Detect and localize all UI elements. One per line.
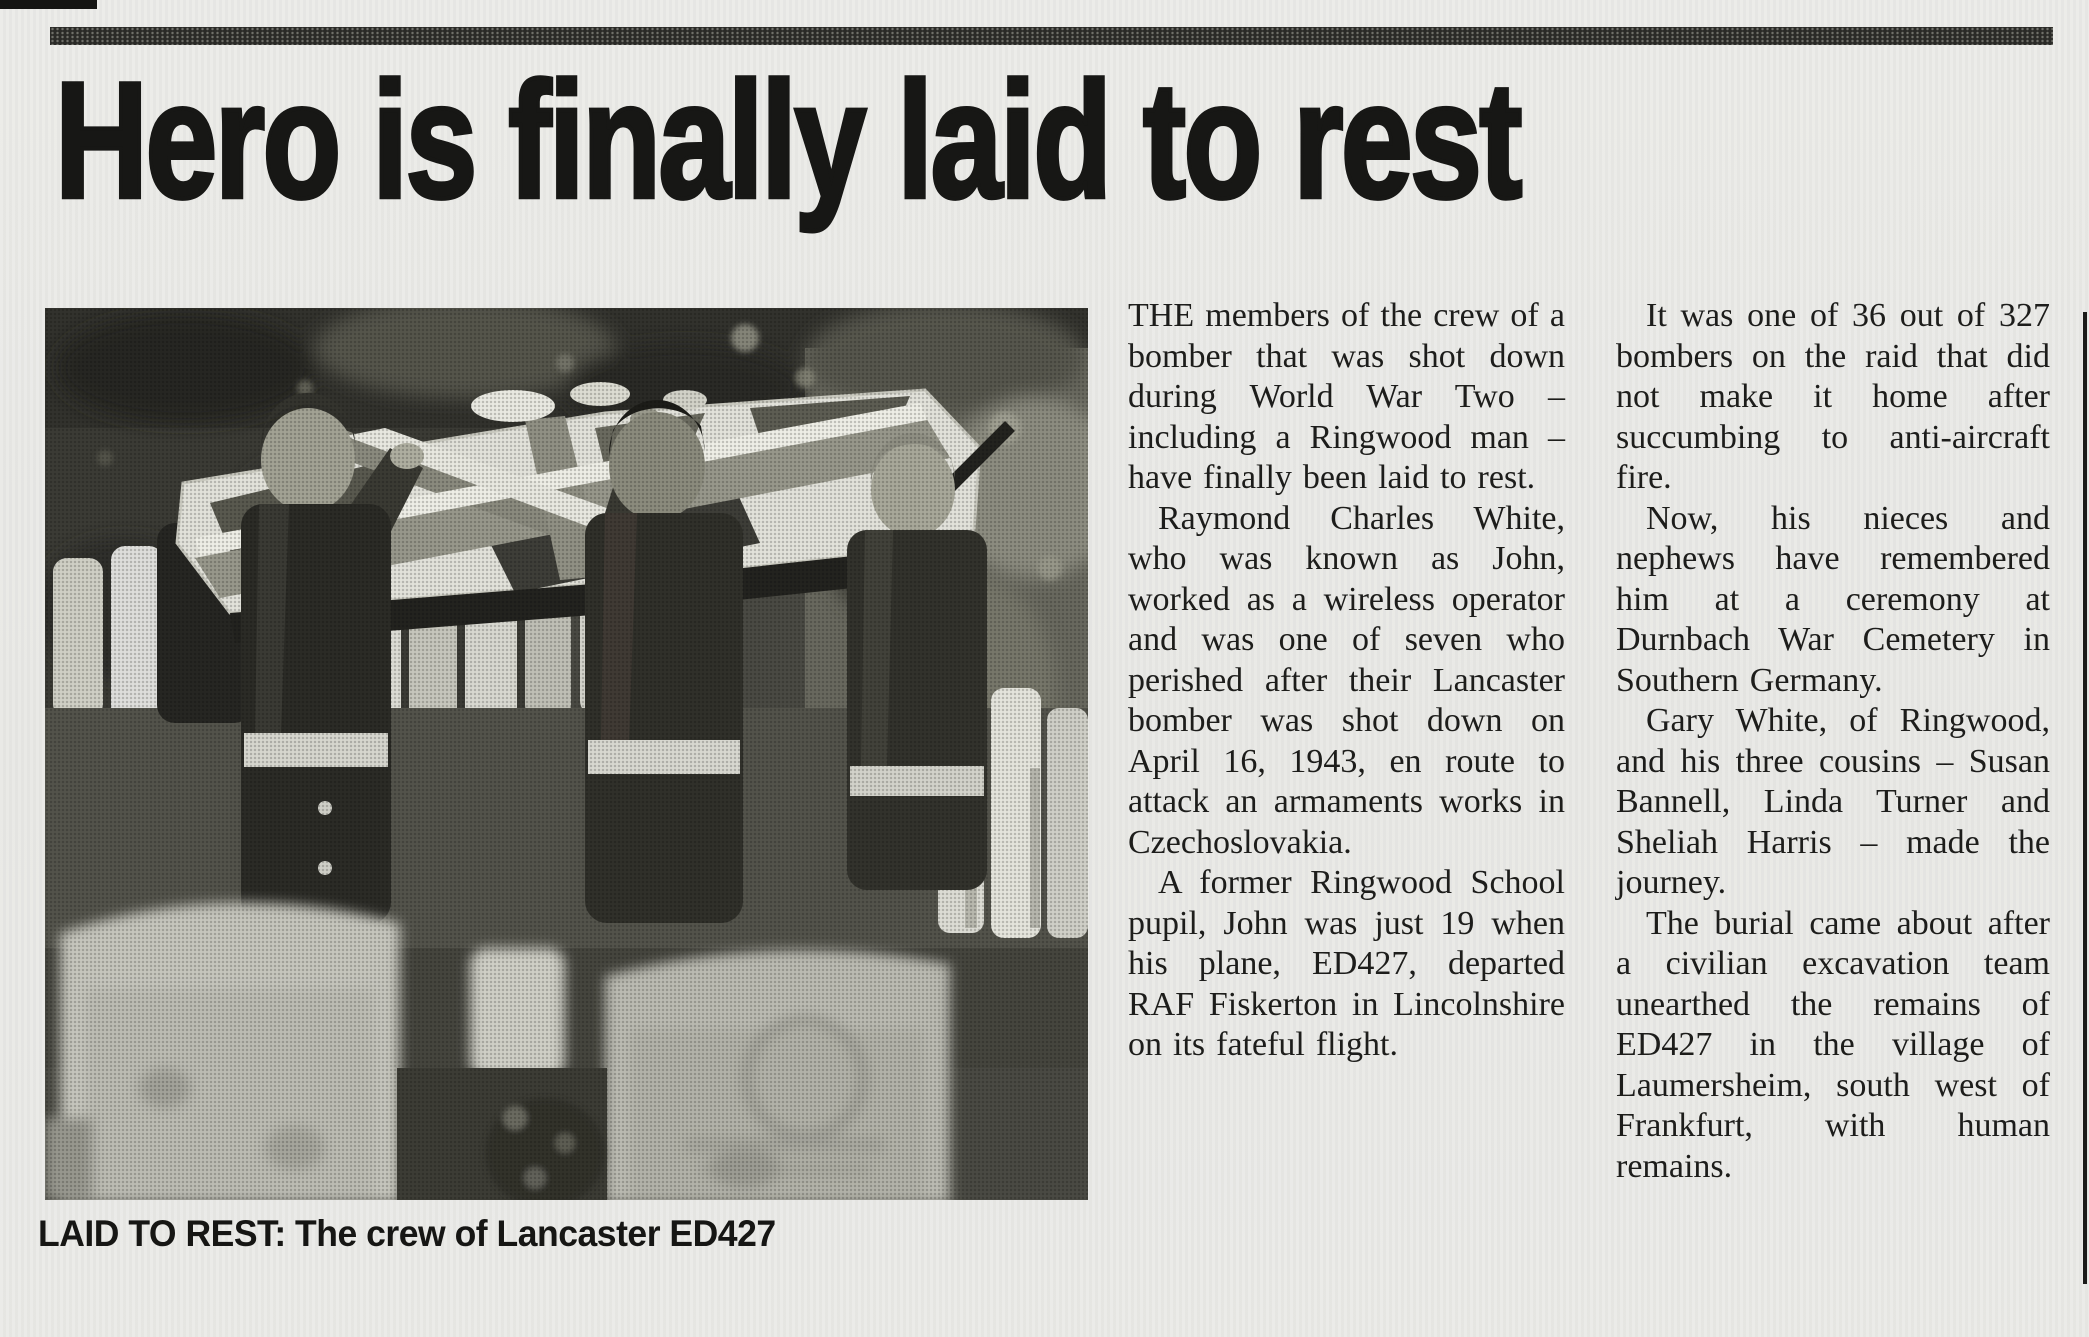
masthead-rule	[50, 27, 2053, 45]
paragraph: Now, his nieces and nephews have remembered him at a ceremony at Durnbach War Cemetery in Southern Germany.	[1616, 499, 2050, 699]
article-column-1	[1128, 296, 1565, 1066]
paragraph: Gary White, of Ringwood, and his three cousins – Susan Bannell, Linda Turner and Sheliah Harris – made the journey.	[1616, 702, 2050, 901]
paragraph: A former Ringwood School pupil, John was just 19 when his plane, ED427, departed RAF Fiskerton in Lincolnshire on its fateful flight.	[1128, 864, 1565, 1063]
article-column-2	[1616, 296, 2050, 1187]
news-photo	[45, 308, 1088, 1200]
paragraph: Raymond Charles White, who was known as John, worked as a wireless operator and was one of seven who perished after their Lancaster bomber was shot down on April 16, 1943, en route to attack an armaments works in Czechoslovakia.	[1128, 499, 1565, 861]
photo-caption: LAID TO REST: The crew of Lancaster ED427	[38, 1213, 776, 1254]
paragraph: THE members of the crew of a bomber that was shot down during World War Two – including a Ringwood man – have finally been laid to rest.	[1128, 297, 1565, 496]
scan-edge-mark	[0, 0, 97, 9]
column-rule	[2083, 312, 2087, 1284]
page-title: Hero is finally laid to rest	[55, 48, 1520, 232]
funeral-photo-illustration	[45, 308, 1088, 1200]
paragraph: The burial came about after a civilian excavation team unearthed the remains of ED427 in the village of Laumersheim, south west of Frankfurt, with human remains.	[1616, 904, 2050, 1185]
paragraph: It was one of 36 out of 327 bombers on the raid that did not make it home after succumbing to anti-aircraft fire.	[1616, 297, 2050, 496]
